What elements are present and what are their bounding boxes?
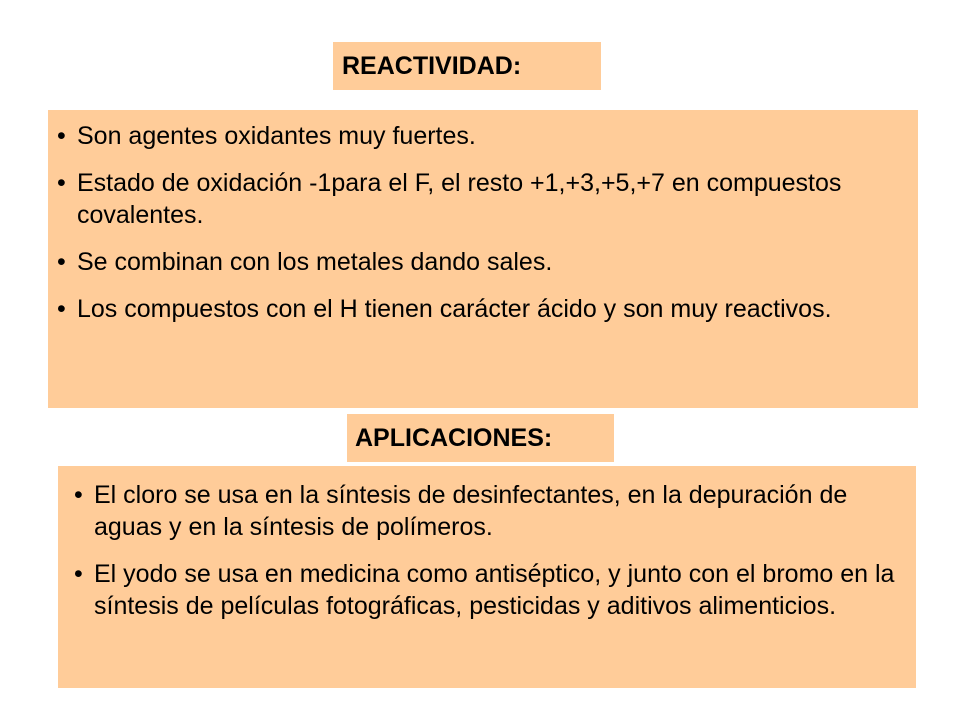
list-item: [74, 558, 906, 622]
aplicaciones-box: [58, 466, 916, 688]
aplicaciones-title: [347, 414, 614, 462]
aplicaciones-item-text: El cloro se usa en la síntesis de desinfectantes, en la depuración de aguas y en la síntesis de polímeros.: [94, 481, 848, 541]
list-item: [57, 120, 908, 152]
reactividad-item-text: Se combinan con los metales dando sales.: [77, 248, 553, 276]
reactividad-item-text: Son agentes oxidantes muy fuertes.: [77, 122, 476, 150]
list-item: [57, 246, 908, 278]
reactividad-item-text: Estado de oxidación -1para el F, el resto +1,+3,+5,+7 en compuestos covalentes.: [77, 169, 842, 229]
bullet-icon: •: [57, 122, 66, 150]
reactividad-box: [48, 110, 918, 408]
bullet-icon: •: [57, 248, 66, 276]
reactividad-list: [57, 120, 908, 325]
list-item: [57, 167, 908, 231]
aplicaciones-item-text: El yodo se usa en medicina como antiséptico, y junto con el bromo en la síntesis de películas fotográficas, pesticidas y aditivos alimenticios.: [94, 560, 895, 620]
bullet-icon: •: [74, 560, 83, 588]
list-item: [74, 479, 906, 543]
bullet-icon: •: [74, 481, 83, 509]
bullet-icon: •: [57, 295, 66, 323]
aplicaciones-list: [74, 479, 906, 622]
bullet-icon: •: [57, 169, 66, 197]
reactividad-title-text: REACTIVIDAD:: [342, 51, 522, 80]
aplicaciones-title-text: APLICACIONES:: [355, 423, 553, 452]
reactividad-item-text: Los compuestos con el H tienen carácter ácido y son muy reactivos.: [77, 295, 832, 323]
reactividad-title: [333, 42, 601, 90]
list-item: [57, 293, 908, 325]
